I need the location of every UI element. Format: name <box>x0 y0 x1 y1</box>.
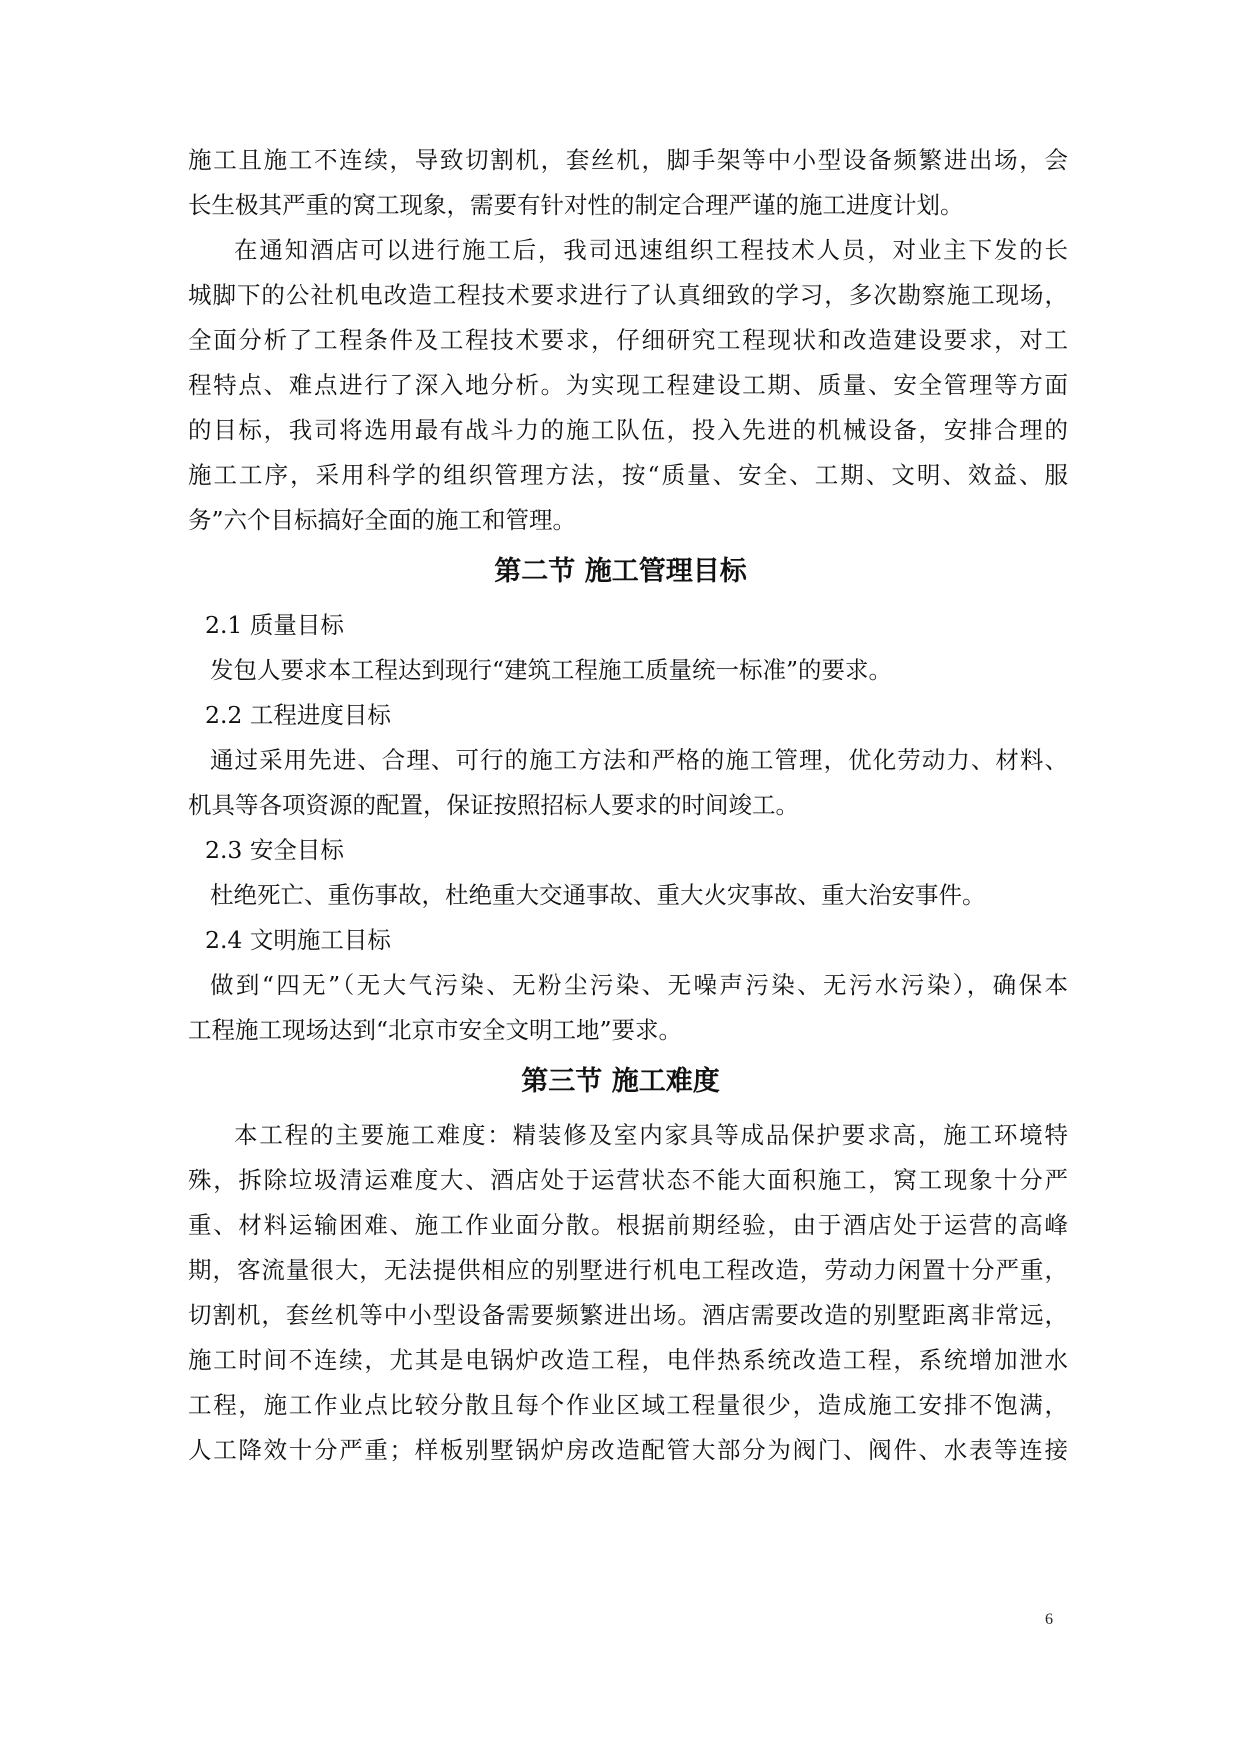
section-3-line-3: 重、材料运输困难、施工作业面分散。根据前期经验，由于酒店处于运营的高峰 <box>188 1211 1068 1239</box>
section-2-2-text-line-2: 机具等各项资源的配置，保证按照招标人要求的时间竣工。 <box>188 791 799 819</box>
section-2-4-text-line-1: 做到“四无”（无大气污染、无粉尘污染、无噪声污染、无污水污染），确保本 <box>210 971 1068 999</box>
section-2-3-heading: 2.3 安全目标 <box>205 836 344 864</box>
section-3-line-2: 殊，拆除垃圾清运难度大、酒店处于运营状态不能大面积施工，窝工现象十分严 <box>188 1166 1068 1194</box>
section-2-4-heading: 2.4 文明施工目标 <box>205 926 391 954</box>
section-2-1-text-line-1: 发包人要求本工程达到现行“建筑工程施工质量统一标准”的要求。 <box>210 656 893 684</box>
section-2-2-heading: 2.2 工程进度目标 <box>205 701 391 729</box>
section-3-line-5: 切割机，套丝机等中小型设备需要频繁进出场。酒店需要改造的别墅距离非常远， <box>188 1301 1068 1329</box>
section-3-title: 第三节 施工难度 <box>521 1066 720 1097</box>
section-3-line-4: 期，客流量很大，无法提供相应的别墅进行机电工程改造，劳动力闲置十分严重， <box>188 1256 1068 1284</box>
intro-paragraph-line-2: 城脚下的公社机电改造工程技术要求进行了认真细致的学习，多次勘察施工现场， <box>188 281 1068 309</box>
intro-paragraph-line-7: 务”六个目标搞好全面的施工和管理。 <box>188 506 577 534</box>
section-2-4-text-line-2: 工程施工现场达到“北京市安全文明工地”要求。 <box>188 1016 683 1044</box>
section-2-2-text-line-1: 通过采用先进、合理、可行的施工方法和严格的施工管理，优化劳动力、材料、 <box>210 746 1068 774</box>
intro-continuation-line-2: 长生极其严重的窝工现象，需要有针对性的制定合理严谨的施工进度计划。 <box>188 191 964 219</box>
intro-paragraph-line-5: 的目标，我司将选用最有战斗力的施工队伍，投入先进的机械设备，安排合理的 <box>188 416 1068 444</box>
section-2-3-text-line-1: 杜绝死亡、重伤事故，杜绝重大交通事故、重大火灾事故、重大治安事件。 <box>210 881 986 909</box>
intro-paragraph-line-1: 在通知酒店可以进行施工后，我司迅速组织工程技术人员，对业主下发的长 <box>234 236 1068 264</box>
section-3-line-6: 施工时间不连续，尤其是电锅炉改造工程，电伴热系统改造工程，系统增加泄水 <box>188 1346 1068 1374</box>
section-2-1-heading: 2.1 质量目标 <box>205 611 344 639</box>
section-3-line-8: 人工降效十分严重；样板别墅锅炉房改造配管大部分为阀门、阀件、水表等连接 <box>188 1436 1068 1464</box>
intro-continuation-line-1: 施工且施工不连续，导致切割机，套丝机，脚手架等中小型设备频繁进出场，会 <box>188 146 1068 174</box>
intro-paragraph-line-6: 施工工序，采用科学的组织管理方法，按“质量、安全、工期、文明、效益、服 <box>188 461 1068 489</box>
section-3-line-7: 工程，施工作业点比较分散且每个作业区域工程量很少，造成施工安排不饱满， <box>188 1391 1068 1419</box>
intro-paragraph-line-3: 全面分析了工程条件及工程技术要求，仔细研究工程现状和改造建设要求，对工 <box>188 326 1068 354</box>
section-3-line-1: 本工程的主要施工难度：精装修及室内家具等成品保护要求高，施工环境特 <box>234 1121 1068 1149</box>
intro-paragraph-line-4: 程特点、难点进行了深入地分析。为实现工程建设工期、质量、安全管理等方面 <box>188 371 1068 399</box>
page-number: 6 <box>1045 1611 1053 1628</box>
section-2-title: 第二节 施工管理目标 <box>494 556 747 587</box>
